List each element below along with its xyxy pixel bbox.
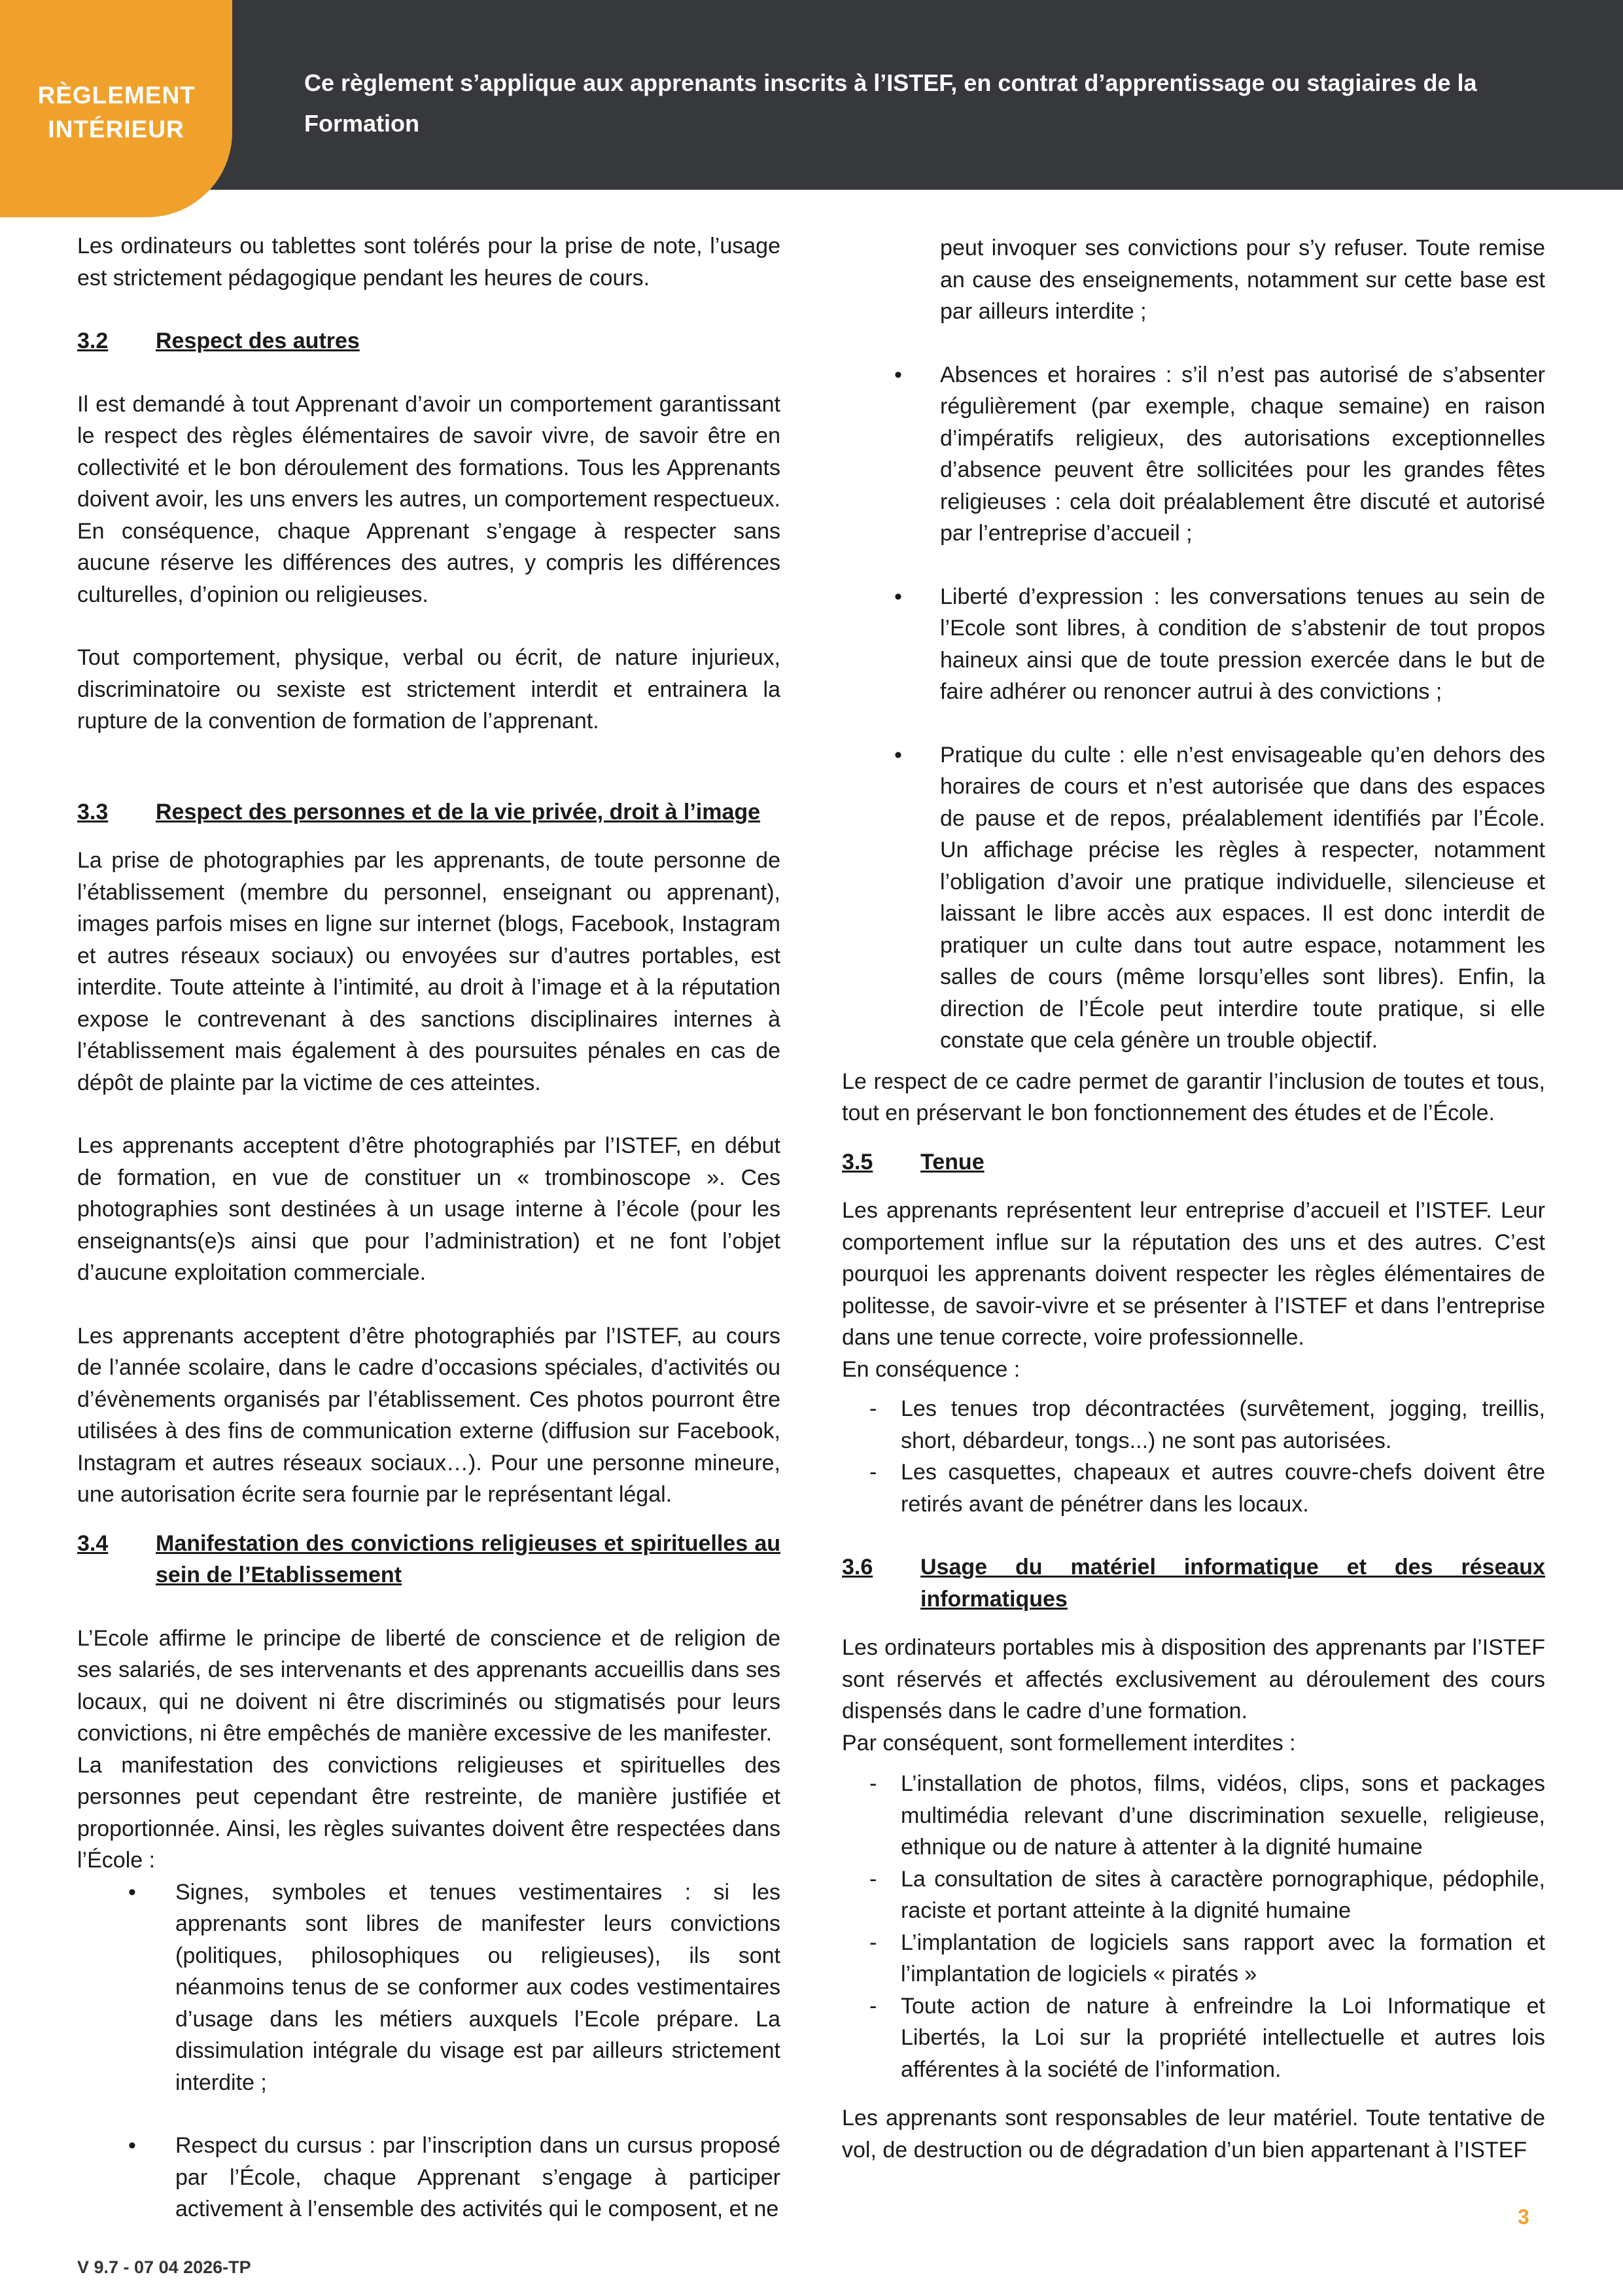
list-item: - Les tenues trop décontractées (survêtement, jogging, treillis, short, débardeur, tongs...) ne sont pas autorisées. xyxy=(842,1393,1545,1457)
list-item: • Respect du cursus : par l’inscription dans un cursus proposé par l’École, chaque Apprenant s’engage à participer activement à l’ensemble des activités qui le composent, et ne xyxy=(77,2130,780,2225)
paragraph: Les apprenants acceptent d’être photographiés par l’ISTEF, au cours de l’année scolaire, dans le cadre d’occasions spéciales, d’activités ou d’évènements organisés par l’établissement. Ces photos pourront être utilisées à des fins de communication externe (diffusion sur Facebook, Instagram et autres réseaux sociaux…). Pour une personne mineure, une autorisation écrite sera fournie par le représentant légal. xyxy=(77,1323,780,1507)
paragraph: La prise de photographies par les apprenants, de toute personne de l’établissement (membre du personnel, enseignant ou apprenant), images parfois mises en ligne sur internet (blogs, Facebook, Instagram et autres réseaux sociaux) ou envoyées sur d’autres portables, est interdite. Toute atteinte à l’intimité, au droit à l’image et à la réputation expose le contrevenant à des sanctions disciplinaires internes à l’établissement mais également à des poursuites pénales en cas de dépôt de plainte par la victime de ces atteintes. xyxy=(77,848,780,1095)
section-3-5-heading xyxy=(842,1146,1545,1178)
section-3-6-heading xyxy=(842,1551,1545,1615)
paragraph: Par conséquent, sont formellement interdites : xyxy=(842,1730,1296,1756)
document-version: V 9.7 - 07 04 2026-TP xyxy=(77,2257,251,2277)
section-number: 3.2 xyxy=(77,328,109,353)
list-item-continuation: peut invoquer ses convictions pour s’y refuser. Toute remise an cause des enseignements, notamment sur cette base est par ailleurs interdite ; xyxy=(940,236,1545,324)
section-3-3-heading xyxy=(77,796,780,828)
page-header xyxy=(0,0,1623,190)
paragraph: Tout comportement, physique, verbal ou écrit, de nature injurieux, discriminatoire ou sexiste est strictement interdit et entrainera la rupture de la convention de formation de l’apprenant. xyxy=(77,645,780,733)
list-item: • Pratique du culte : elle n’est envisageable qu’en dehors des horaires de cours et n’est autorisée que dans des espaces de pause et de repos, préalablement identifiés par l’École. Un affichage précise les règles à respecter, notamment l’obligation d’avoir une pratique individuelle, silencieuse et laissant le libre accès aux espaces. Il est donc interdit de pratiquer un culte dans tout autre espace, notamment les salles de cours (même lorsqu’elles sont libres). Enfin, la direction de l’École peut interdire toute pratique, si elle constate que cela génère un trouble objectif. xyxy=(842,739,1545,1057)
section-number: 3.4 xyxy=(77,1530,109,1556)
list-item: - L’installation de photos, films, vidéos, clips, sons et packages multimédia relevant d’une discrimination sexuelle, religieuse, ethnique ou de nature à attenter à la dignité humaine xyxy=(842,1768,1545,1863)
list-item: - Les casquettes, chapeaux et autres couvre-chefs doivent être retirés avant de pénétrer dans les locaux. xyxy=(842,1457,1545,1520)
paragraph: L’Ecole affirme le principe de liberté de conscience et de religion de ses salariés, de ses intervenants et des apprenants accueillis dans ses locaux, qui ne doivent ni être discriminés ou stigmatisés pour leurs convictions, ni être empêchés de manière excessive de les manifester. xyxy=(77,1625,780,1746)
paragraph: En conséquence : xyxy=(842,1356,1021,1382)
section-title: Respect des personnes et de la vie privée, droit à l’image xyxy=(156,799,761,824)
right-column xyxy=(842,232,1545,2166)
paragraph: Les apprenants acceptent d’être photographiés par l’ISTEF, en début de formation, en vue de constituer un « trombinoscope ». Ces photographies sont destinées à un usage interne à l’école (pour les enseignants(e)s ainsi que pour l’administration) et ne font l’objet d’aucune exploitation commerciale. xyxy=(77,1133,780,1285)
conviction-rules-list xyxy=(842,581,1545,708)
list-item: • Signes, symboles et tenues vestimentaires : si les apprenants sont libres de manifester leurs convictions (politiques, philosophiques ou religieuses), ils sont néanmoins tenus de se conformer aux codes vestimentaires d’usage dans les métiers auxquels l’Ecole prépare. La dissimulation intégrale du visage est par ailleurs strictement interdite ; xyxy=(77,1877,780,2099)
list-item: • Liberté d’expression : les conversations tenues au sein de l’Ecole sont libres, à condition de s’abstenir de tout propos haineux ainsi que de toute pression exercée dans le but de faire adhérer ou renoncer autrui à des convictions ; xyxy=(842,581,1545,708)
dress-code-list xyxy=(842,1393,1545,1520)
list-spacer xyxy=(77,2098,780,2130)
section-title: Usage du matériel informatique et des réseaux informatiques xyxy=(920,1555,1545,1612)
paragraph: Les apprenants représentent leur entreprise d’accueil et l’ISTEF. Leur comportement influe sur la réputation des uns et des autres. C’est pourquoi les apprenants doivent respecter les règles élémentaires de politesse, de savoir-vivre et se présenter à l’ISTEF et dans l’entreprise dans une tenue correcte, voire professionnelle. xyxy=(842,1198,1545,1350)
section-number: 3.6 xyxy=(842,1555,873,1580)
header-scope-text: Ce règlement s’applique aux apprenants inscrits à l’ISTEF, en contrat d’apprentissage ou stagiaires de la Formation xyxy=(304,69,1477,137)
intro-paragraph: Les ordinateurs ou tablettes sont tolérés pour la prise de note, l’usage est strictement pédagogique pendant les heures de cours. xyxy=(77,234,780,291)
paragraph: Il est demandé à tout Apprenant d’avoir un comportement garantissant le respect des règles élémentaires de savoir vivre, de savoir être en collectivité et le bon déroulement des formations. Tous les Apprenants doivent avoir, les uns envers les autres, un comportement respectueux. En conséquence, chaque Apprenant s’engage à respecter sans aucune réserve les différences des autres, y compris les différences culturelles, d’opinion ou religieuses. xyxy=(77,391,780,607)
badge-label: RÈGLEMENT INTÉRIEUR xyxy=(37,82,196,143)
page-number: 3 xyxy=(1518,2205,1529,2229)
paragraph: Les apprenants sont responsables de leur matériel. Toute tentative de vol, de destruction ou de dégradation d’un bien appartenant à l’ISTEF xyxy=(842,2106,1545,2163)
paragraph: La manifestation des convictions religieuses et spirituelles des personnes peut cependant être restreinte, de manière justifiée et proportionnée. Ainsi, les règles suivantes doivent être respectées dans l’École : xyxy=(77,1752,780,1873)
forbidden-actions-list xyxy=(842,1768,1545,2085)
section-number: 3.3 xyxy=(77,799,109,824)
section-3-2-heading xyxy=(77,325,780,357)
conviction-rules-list xyxy=(77,1877,780,2225)
left-column xyxy=(77,230,780,2225)
section-title: Tenue xyxy=(920,1149,985,1174)
conviction-rules-list xyxy=(842,359,1545,550)
paragraph: Le respect de ce cadre permet de garantir l’inclusion de toutes et tous, tout en préservant le bon fonctionnement des études et de l’École. xyxy=(842,1069,1545,1125)
section-3-4-heading xyxy=(77,1528,780,1591)
paragraph: Les ordinateurs portables mis à disposition des apprenants par l’ISTEF sont réservés et affectés exclusivement au déroulement des cours dispensés dans le cadre d’une formation. xyxy=(842,1635,1545,1723)
list-item: - L’implantation de logiciels sans rapport avec la formation et l’implantation de logiciels « piratés » xyxy=(842,1927,1545,1990)
list-item: • Absences et horaires : s’il n’est pas autorisé de s’absenter régulièrement (par exemple, chaque semaine) en raison d’impératifs religieux, des autorisations exceptionnelles d’absence peuvent être sollicitées pour les grandes fêtes religieuses : cela doit préalablement être discuté et autorisé par l’entreprise d’accueil ; xyxy=(842,359,1545,550)
conviction-rules-list-continued xyxy=(842,232,1545,328)
reglement-badge xyxy=(0,0,232,217)
section-title: Respect des autres xyxy=(156,328,360,353)
section-number: 3.5 xyxy=(842,1149,873,1174)
list-item: - Toute action de nature à enfreindre la Loi Informatique et Libertés, la Loi sur la propriété intellectuelle et autres lois afférentes à la société de l’information. xyxy=(842,1990,1545,2086)
conviction-rules-list xyxy=(842,739,1545,1057)
list-item: - La consultation de sites à caractère pornographique, pédophile, raciste et portant atteinte à la dignité humaine xyxy=(842,1863,1545,1927)
section-title: Manifestation des convictions religieuses et spirituelles au sein de l’Etablissement xyxy=(156,1530,780,1587)
